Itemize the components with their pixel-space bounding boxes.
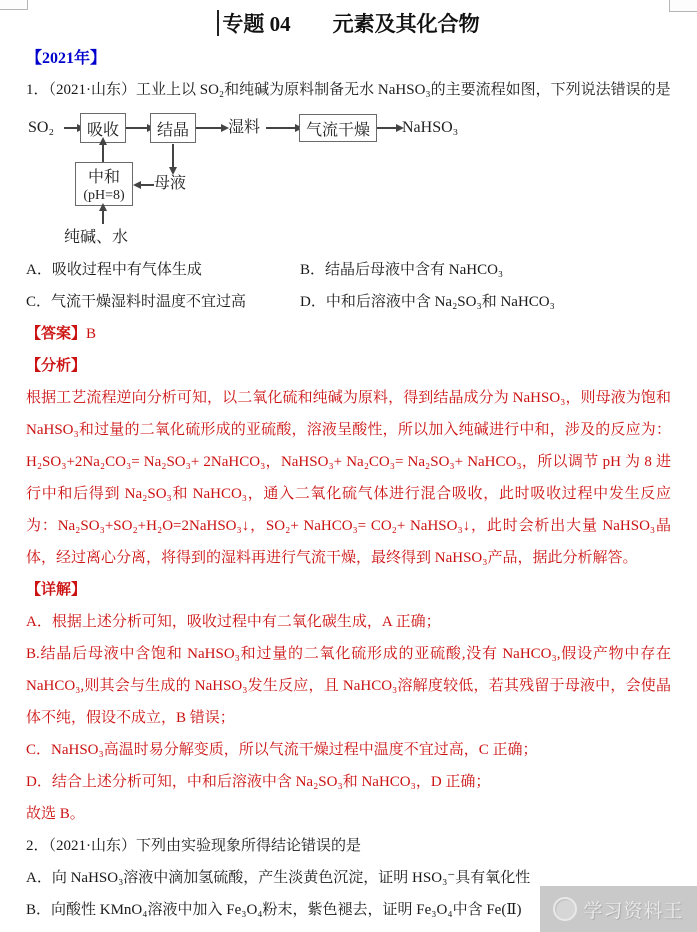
q1-option-c: C．气流干燥湿料时温度不宜过高 xyxy=(26,294,247,310)
crystal-label: 结晶 xyxy=(156,121,189,139)
q2-option-b: B．向酸性 KMnO₄溶液中加入 Fe₃O₄粉末，紫色褪去，证明 Fe₃O₄中含 Fe(Ⅱ) xyxy=(26,902,522,918)
q1-options-row-2 xyxy=(26,286,671,318)
detail-conclusion: 故选 B。 xyxy=(26,806,85,822)
title-prefix: 专题 04 xyxy=(222,12,291,36)
q2-stem: 2．（2021·山东）下列由实验现象所得结论错误的是 xyxy=(26,838,361,854)
arrow-left-icon xyxy=(140,184,154,186)
arrow-down-icon xyxy=(172,144,174,168)
flow-diagram xyxy=(28,106,697,254)
watermark-text: 学习资料王 xyxy=(583,900,684,922)
arrow-right-icon xyxy=(266,127,296,129)
air-dry-box xyxy=(299,114,377,142)
detail-b: B.结晶后母液中含饱和 NaHSO₃和过量的二氧化硫形成的亚硫酸,没有 NaHCO₃,假设产物中存在 NaHCO₃,则其会与生成的 NaHSO₃发生反应，且 NaHCO₃溶解度较低，若其残留于母液中，会使晶体不纯，假设不成立，B 错误； xyxy=(26,646,672,726)
answer-value: B xyxy=(86,326,97,342)
analysis-text: 根据工艺流程逆向分析可知，以二氧化硫和纯碱为原料，得到结晶成分为 NaHSO₃，则母液为饱和 NaHSO₃和过量的二氧化硫形成的亚硫酸，溶液呈酸性，所以加入纯碱进行中和，涉及的反应为：H₂SO₃+2Na₂CO₃= Na₂SO₃+ 2NaHCO₃，NaHSO₃+ Na₂CO₃= Na₂SO₃+ NaHCO₃，所以调节 pH 为 8 进行中和后得到 Na₂SO₃和 NaHCO₃，通入二氧化硫气体进行混合吸收，此时吸收过程中发生反应为：Na₂SO₃+SO₂+H₂O=2NaHSO₃↓，SO₂+ NaHCO₃= CO₂+ NaHSO₃↓，此时会析出大量 NaHSO₃晶体，经过离心分离，将得到的湿料再进行气流干燥，最终得到 NaHSO₃产品，据此分析解答。 xyxy=(26,390,671,566)
arrow-up-icon xyxy=(102,210,104,224)
arrow-up-icon xyxy=(102,144,104,162)
watermark-logo-icon xyxy=(553,897,577,921)
detail-c: C．NaHSO₃高温时易分解变质，所以气流干燥过程中温度不宜过高，C 正确； xyxy=(26,742,538,758)
q1-options-row-1 xyxy=(26,254,671,286)
arrow-right-icon xyxy=(377,127,397,129)
crystal-box xyxy=(150,113,196,143)
so2-label: SO₂ xyxy=(28,119,55,136)
year-badge: 【2021年】 xyxy=(26,50,107,67)
page-corner-artifact-left xyxy=(0,0,28,10)
q1-option-a: A．吸收过程中有气体生成 xyxy=(26,262,202,278)
q2-option-a: A．向 NaHSO₃溶液中滴加氢硫酸，产生淡黄色沉淀，证明 HSO₃⁻具有氧化性 xyxy=(26,870,531,886)
detail-label: 【详解】 xyxy=(26,582,87,598)
neutralize-label: 中和 xyxy=(87,169,120,186)
answer-line xyxy=(26,318,671,350)
analysis-label: 【分析】 xyxy=(26,358,87,374)
wet-material-label: 湿料 xyxy=(228,119,261,136)
mother-liquor-label: 母液 xyxy=(154,175,187,192)
arrow-right-icon xyxy=(126,127,148,129)
q1-option-b: B．结晶后母液中含有 NaHCO₃ xyxy=(300,262,504,278)
arrow-right-icon xyxy=(64,127,78,129)
title-main: 元素及其化合物 xyxy=(332,12,480,36)
detail-a: A．根据上述分析可知，吸收过程中有二氧化碳生成，A 正确； xyxy=(26,614,441,630)
page-corner-artifact-right xyxy=(669,0,697,12)
detail-d: D．结合上述分析可知，中和后溶液中含 Na₂SO₃和 NaHCO₃，D 正确； xyxy=(26,774,491,790)
q1-stem: 1．（2021·山东）工业上以 SO₂和纯碱为原料制备无水 NaHSO₃的主要流程如图，下列说法错误的是 xyxy=(26,82,671,98)
product-label: NaHSO₃ xyxy=(402,119,459,136)
page-title xyxy=(0,0,697,40)
answer-label: 【答案】 xyxy=(26,326,87,342)
air-dry-label: 气流干燥 xyxy=(305,121,370,139)
neutralize-ph-label: (pH=8) xyxy=(83,188,125,203)
arrow-right-icon xyxy=(196,127,222,129)
absorb-label: 吸收 xyxy=(86,121,119,139)
watermark xyxy=(540,886,697,932)
neutralize-box xyxy=(75,162,133,206)
text-cursor-icon xyxy=(217,10,219,36)
soda-water-label: 纯碱、水 xyxy=(64,229,129,246)
q1-option-d: D．中和后溶液中含 Na₂SO₃和 NaHCO₃ xyxy=(300,294,555,310)
